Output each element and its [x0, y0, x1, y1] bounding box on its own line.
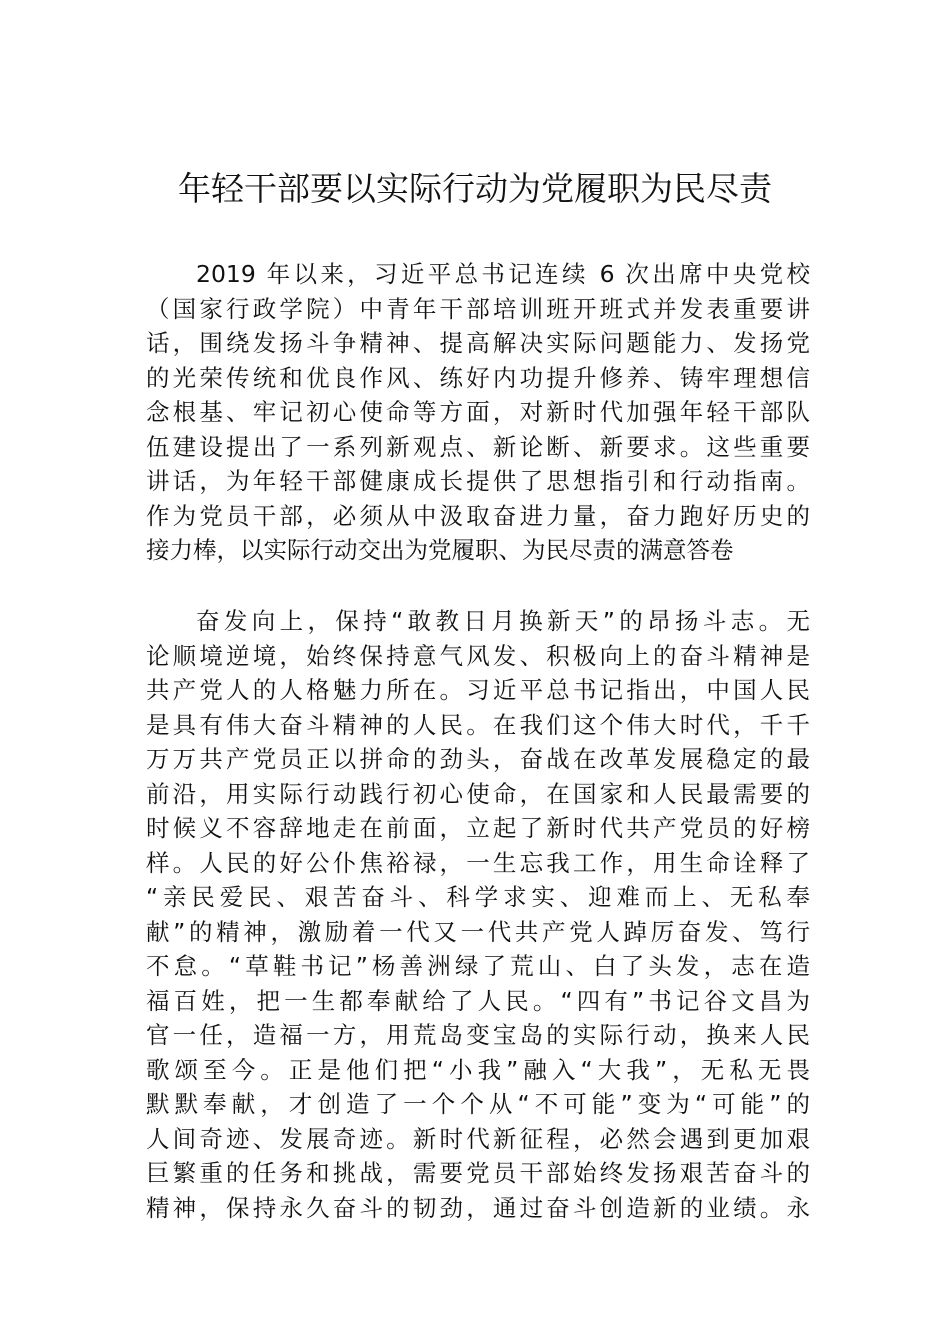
text-line: 官一任，造福一方，用荒岛变宝岛的实际行动，换来人民: [146, 1021, 810, 1049]
text-line: 人间奇迹、发展奇迹。新时代新征程，必然会遇到更加艰: [146, 1124, 810, 1153]
text-line: 默默奉献，才创造了一个个从“不可能”变为“可能”的: [146, 1090, 810, 1118]
text-line: 巨繁重的任务和挑战，需要党员干部始终发扬艰苦奋斗的: [146, 1159, 810, 1187]
text-line: 共产党人的人格魅力所在。习近平总书记指出，中国人民: [146, 676, 810, 704]
text-line: 歌颂至今。正是他们把“小我”融入“大我”，无私无畏: [146, 1055, 810, 1084]
text-line: 话，围绕发扬斗争精神、提高解决实际问题能力、发扬党: [146, 329, 810, 357]
text-line: 样。人民的好公仆焦裕禄，一生忘我工作，用生命诠释了: [146, 848, 810, 877]
document-title: 年轻干部要以实际行动为党履职为民尽责: [178, 169, 772, 208]
text-line: 是具有伟大奋斗精神的人民。在我们这个伟大时代，千千: [146, 710, 810, 739]
paragraph-2: [146, 604, 810, 1225]
text-line: 献”的精神，激励着一代又一代共产党人踔厉奋发、笃行: [146, 917, 810, 946]
text-line: 接力棒，以实际行动交出为党履职、为民尽责的满意答卷: [146, 536, 734, 564]
text-line: 福百姓，把一生都奉献给了人民。“四有”书记谷文昌为: [146, 986, 810, 1015]
text-line: 作为党员干部，必须从中汲取奋进力量，奋力跑好历史的: [146, 501, 810, 530]
text-line: 念根基、牢记初心使命等方面，对新时代加强年轻干部队: [146, 398, 810, 426]
text-line: 论顺境逆境，始终保持意气风发、积极向上的奋斗精神是: [146, 641, 810, 670]
text-line: 不怠。“草鞋书记”杨善洲绿了荒山、白了头发，志在造: [146, 952, 810, 980]
text-line: 2019 年以来，习近平总书记连续 6 次出席中央党校: [196, 260, 810, 288]
text-line: 时候义不容辞地走在前面，立起了新时代共产党员的好榜: [146, 814, 810, 842]
text-line: 前沿，用实际行动践行初心使命，在国家和人民最需要的: [146, 779, 810, 808]
text-line: 伍建设提出了一系列新观点、新论断、新要求。这些重要: [146, 432, 810, 461]
text-line: 的光荣传统和优良作风、练好内功提升修养、铸牢理想信: [146, 363, 810, 392]
text-line: 精神，保持永久奋斗的韧劲，通过奋斗创造新的业绩。永: [146, 1193, 810, 1222]
text-line: 奋发向上，保持“敢教日月换新天”的昂扬斗志。无: [196, 607, 810, 635]
text-line: “亲民爱民、艰苦奋斗、科学求实、迎难而上、无私奉: [146, 883, 810, 911]
text-line: （国家行政学院）中青年干部培训班开班式并发表重要讲: [146, 294, 810, 323]
text-line: 万万共产党员正以拼命的劲头，奋战在改革发展稳定的最: [146, 745, 810, 773]
text-line: 讲话，为年轻干部健康成长提供了思想指引和行动指南。: [146, 467, 810, 495]
paragraph-1: [146, 257, 810, 568]
